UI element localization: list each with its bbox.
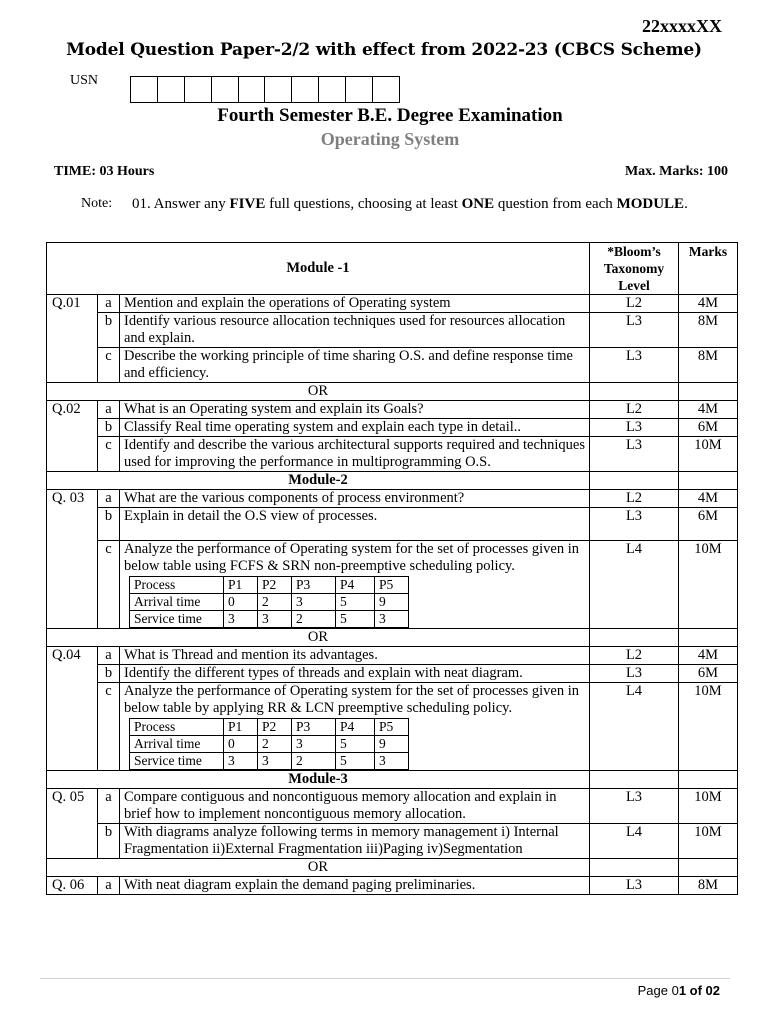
marks-value: 10M <box>679 437 738 472</box>
question-number: Q.04 <box>47 647 98 771</box>
sub-label: a <box>98 789 120 824</box>
question-text: Identify the different types of threads and explain with neat diagram. <box>120 665 590 683</box>
marks-value: 4M <box>679 490 738 508</box>
note-text: 01. Answer any FIVE full questions, choosing at least ONE question from each MODULE. <box>132 196 688 212</box>
sub-label: c <box>98 683 120 771</box>
marks-header: Marks <box>679 243 738 295</box>
marks-value: 10M <box>679 541 738 629</box>
usn-box[interactable] <box>318 76 346 103</box>
bloom-level: L3 <box>590 877 679 895</box>
page-number: Page 01 of 02 <box>637 983 720 998</box>
marks-value: 8M <box>679 877 738 895</box>
marks-value: 4M <box>679 647 738 665</box>
marks-value: 6M <box>679 419 738 437</box>
sub-label: b <box>98 419 120 437</box>
usn-label: USN <box>70 73 99 88</box>
question-text: Compare contiguous and noncontiguous memory allocation and explain in brief how to implement noncontiguous memory allocation. <box>120 789 590 824</box>
or-separator: OR <box>47 859 590 877</box>
bloom-level: L3 <box>590 508 679 541</box>
module-1-heading: Module -1 <box>47 243 590 295</box>
blooms-header: *Bloom’s Taxonomy Level <box>590 243 679 295</box>
bloom-level: L2 <box>590 490 679 508</box>
question-number: Q. 05 <box>47 789 98 859</box>
sub-label: a <box>98 295 120 313</box>
question-text: Identify and describe the various architectural supports required and techniques used for improving the performance in multiprogramming O.S. <box>120 437 590 472</box>
usn-box[interactable] <box>264 76 292 103</box>
question-number: Q. 06 <box>47 877 98 895</box>
usn-box[interactable] <box>157 76 185 103</box>
paper-code: 22xxxxXX <box>642 16 722 36</box>
sub-label: a <box>98 490 120 508</box>
process-table: Process P1 P2 P3 P4 P5 Arrival time 0 2 3 5 9 Service time 3 3 2 5 3 <box>129 576 409 628</box>
usn-box[interactable] <box>372 76 400 103</box>
process-table: Process P1 P2 P3 P4 P5 Arrival time 0 2 3 5 9 Service time 3 3 2 5 3 <box>129 718 409 770</box>
usn-box[interactable] <box>184 76 212 103</box>
sub-label: c <box>98 348 120 383</box>
bloom-level: L3 <box>590 665 679 683</box>
question-text: With neat diagram explain the demand paging preliminaries. <box>120 877 590 895</box>
question-text: Mention and explain the operations of Operating system <box>120 295 590 313</box>
usn-boxes <box>131 76 400 103</box>
or-separator: OR <box>47 383 590 401</box>
question-text: What are the various components of process environment? <box>120 490 590 508</box>
marks-value: 4M <box>679 401 738 419</box>
bloom-level: L3 <box>590 419 679 437</box>
question-text: Classify Real time operating system and explain each type in detail.. <box>120 419 590 437</box>
exam-title: Fourth Semester B.E. Degree Examination <box>217 105 563 126</box>
usn-box[interactable] <box>345 76 373 103</box>
question-text: Explain in detail the O.S view of processes. <box>120 508 590 541</box>
question-text: What is an Operating system and explain its Goals? <box>120 401 590 419</box>
bloom-level: L4 <box>590 683 679 771</box>
marks-value: 4M <box>679 295 738 313</box>
usn-box[interactable] <box>130 76 158 103</box>
bloom-level: L2 <box>590 647 679 665</box>
sub-label: a <box>98 877 120 895</box>
sub-label: b <box>98 313 120 348</box>
sub-label: a <box>98 647 120 665</box>
bloom-level: L4 <box>590 824 679 859</box>
marks-value: 6M <box>679 508 738 541</box>
usn-box[interactable] <box>291 76 319 103</box>
marks-value: 8M <box>679 348 738 383</box>
sub-label: c <box>98 541 120 629</box>
question-text: Analyze the performance of Operating system for the set of processes given in below table by applying RR & LCN preemptive scheduling policy. Process P1 P2 P3 P4 P5 Arrival time 0 2 3 5 9 Service time 3 3 2 5 3 <box>120 683 590 771</box>
marks-value: 6M <box>679 665 738 683</box>
marks-value: 10M <box>679 824 738 859</box>
exam-time: TIME: 03 Hours <box>54 164 155 179</box>
bloom-level: L2 <box>590 401 679 419</box>
sub-label: b <box>98 824 120 859</box>
module-2-heading: Module-2 <box>47 472 590 490</box>
sub-label: b <box>98 665 120 683</box>
bloom-level: L3 <box>590 313 679 348</box>
paper-title: Model Question Paper-2/2 with effect from 2022-23 (CBCS Scheme) <box>66 40 702 60</box>
bloom-level: L3 <box>590 437 679 472</box>
question-number: Q.01 <box>47 295 98 383</box>
sub-label: b <box>98 508 120 541</box>
bloom-level: L2 <box>590 295 679 313</box>
question-text: Describe the working principle of time sharing O.S. and define response time and efficiency. <box>120 348 590 383</box>
usn-box[interactable] <box>211 76 239 103</box>
bloom-level: L3 <box>590 789 679 824</box>
marks-value: 10M <box>679 789 738 824</box>
usn-box[interactable] <box>238 76 266 103</box>
sub-label: c <box>98 437 120 472</box>
bloom-level: L4 <box>590 541 679 629</box>
or-separator: OR <box>47 629 590 647</box>
question-text: What is Thread and mention its advantages. <box>120 647 590 665</box>
module-3-heading: Module-3 <box>47 771 590 789</box>
question-number: Q.02 <box>47 401 98 472</box>
question-text: With diagrams analyze following terms in memory management i) Internal Fragmentation ii)External Fragmentation iii)Paging iv)Segmentation <box>120 824 590 859</box>
marks-value: 10M <box>679 683 738 771</box>
question-text: Identify various resource allocation techniques used for resources allocation and explain. <box>120 313 590 348</box>
bloom-level: L3 <box>590 348 679 383</box>
question-table <box>46 242 738 895</box>
question-number: Q. 03 <box>47 490 98 629</box>
subject-title: Operating System <box>320 129 460 149</box>
max-marks: Max. Marks: 100 <box>624 164 728 179</box>
question-text: Analyze the performance of Operating system for the set of processes given in below table using FCFS & SRN non-preemptive scheduling policy. Process P1 P2 P3 P4 P5 Arrival time 0 2 3 5 9 Service time 3 3 2 5 3 <box>120 541 590 629</box>
footer-divider <box>40 978 730 979</box>
sub-label: a <box>98 401 120 419</box>
note-label: Note: <box>81 196 113 211</box>
marks-value: 8M <box>679 313 738 348</box>
